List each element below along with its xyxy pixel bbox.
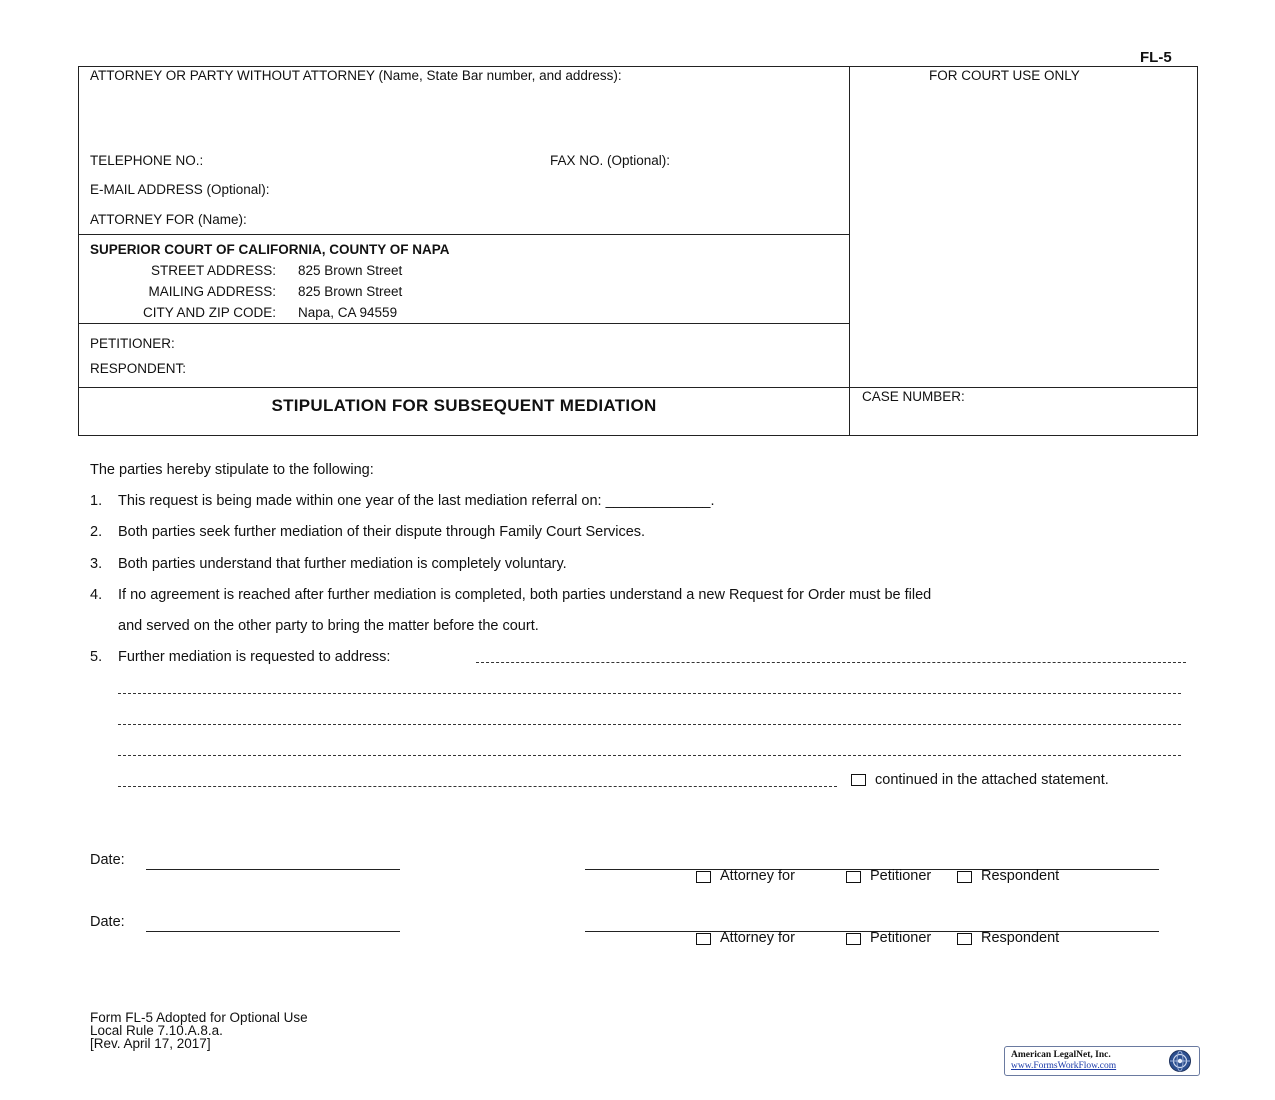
continued-label: continued in the attached statement. — [875, 772, 1109, 788]
telephone-label: TELEPHONE NO.: — [90, 153, 204, 168]
footer-revision: [Rev. April 17, 2017] — [90, 1036, 211, 1051]
court-section-divider — [78, 234, 850, 235]
mediation-topic-line[interactable] — [118, 724, 1181, 725]
email-label: E-MAIL ADDRESS (Optional): — [90, 182, 270, 197]
badge-url[interactable]: www.FormsWorkFlow.com — [1011, 1061, 1117, 1071]
item-text: Both parties seek further mediation of their dispute through Family Court Services. — [118, 524, 646, 540]
badge-name: American LegalNet, Inc. — [1011, 1050, 1111, 1060]
petitioner-option-label: Petitioner — [870, 868, 932, 884]
date-label: Date: — [90, 914, 125, 930]
respondent-label: RESPONDENT: — [90, 361, 187, 376]
continued-checkbox[interactable] — [851, 774, 866, 786]
footer-form-note: Form FL-5 Adopted for Optional Use — [90, 1010, 308, 1025]
caption-vertical-divider — [849, 66, 850, 435]
parties-section-divider — [78, 323, 850, 324]
date-label: Date: — [90, 852, 125, 868]
petitioner-option-label: Petitioner — [870, 930, 932, 946]
item-text: Both parties understand that further mediation is completely voluntary. — [118, 556, 567, 572]
date-line[interactable] — [146, 931, 400, 932]
respondent-option-label: Respondent — [981, 868, 1060, 884]
court-name: SUPERIOR COURT OF CALIFORNIA, COUNTY OF NAPA — [90, 242, 450, 257]
mediation-topic-line[interactable] — [118, 755, 1181, 756]
attorney-for-checkbox[interactable] — [696, 933, 711, 945]
case-number-label: CASE NUMBER: — [862, 389, 965, 404]
legalnet-badge[interactable] — [1004, 1046, 1200, 1076]
mediation-topic-line[interactable] — [118, 786, 837, 787]
date-line[interactable] — [146, 869, 400, 870]
mediation-topic-line[interactable] — [118, 693, 1181, 694]
petitioner-checkbox[interactable] — [846, 871, 861, 883]
petitioner-label: PETITIONER: — [90, 336, 175, 351]
attorney-for-checkbox[interactable] — [696, 871, 711, 883]
city-label: CITY AND ZIP CODE: — [142, 305, 276, 320]
street-label: STREET ADDRESS: — [150, 263, 276, 278]
petitioner-checkbox[interactable] — [846, 933, 861, 945]
item-number: 1. — [90, 493, 103, 509]
item-number: 5. — [90, 649, 103, 665]
attorney-for-label: Attorney for — [720, 930, 795, 946]
mailing-value: 825 Brown Street — [298, 284, 403, 299]
street-value: 825 Brown Street — [298, 263, 403, 278]
respondent-checkbox[interactable] — [957, 933, 972, 945]
respondent-checkbox[interactable] — [957, 871, 972, 883]
intro-text: The parties hereby stipulate to the following: — [90, 462, 374, 478]
mailing-label: MAILING ADDRESS: — [148, 284, 276, 299]
fax-label: FAX NO. (Optional): — [550, 153, 671, 168]
title-section-divider — [78, 387, 1197, 388]
item-number: 4. — [90, 587, 103, 603]
form-id: FL-5 — [1140, 49, 1172, 66]
attorney-for-label: Attorney for — [720, 868, 795, 884]
item-text: and served on the other party to bring the matter before the court. — [118, 618, 539, 634]
item-text: Further mediation is requested to address: — [118, 649, 391, 665]
footer-local-rule: Local Rule 7.10.A.8.a. — [90, 1023, 223, 1038]
respondent-option-label: Respondent — [981, 930, 1060, 946]
mediation-topic-line[interactable] — [476, 662, 1186, 663]
item-number: 3. — [90, 556, 103, 572]
court-use-label: FOR COURT USE ONLY — [929, 68, 1080, 83]
item-text: This request is being made within one year of the last mediation referral on: _____________. — [118, 493, 715, 509]
form-title: STIPULATION FOR SUBSEQUENT MEDIATION — [271, 396, 657, 415]
item-number: 2. — [90, 524, 103, 540]
globe-icon — [1168, 1049, 1192, 1073]
item-text: If no agreement is reached after further mediation is completed, both parties understand a new Request for Order must be filed — [118, 587, 932, 603]
attorney-for-label: ATTORNEY FOR (Name): — [90, 212, 247, 227]
city-value: Napa, CA 94559 — [298, 305, 398, 320]
attorney-label: ATTORNEY OR PARTY WITHOUT ATTORNEY (Name, State Bar number, and address): — [90, 68, 622, 83]
